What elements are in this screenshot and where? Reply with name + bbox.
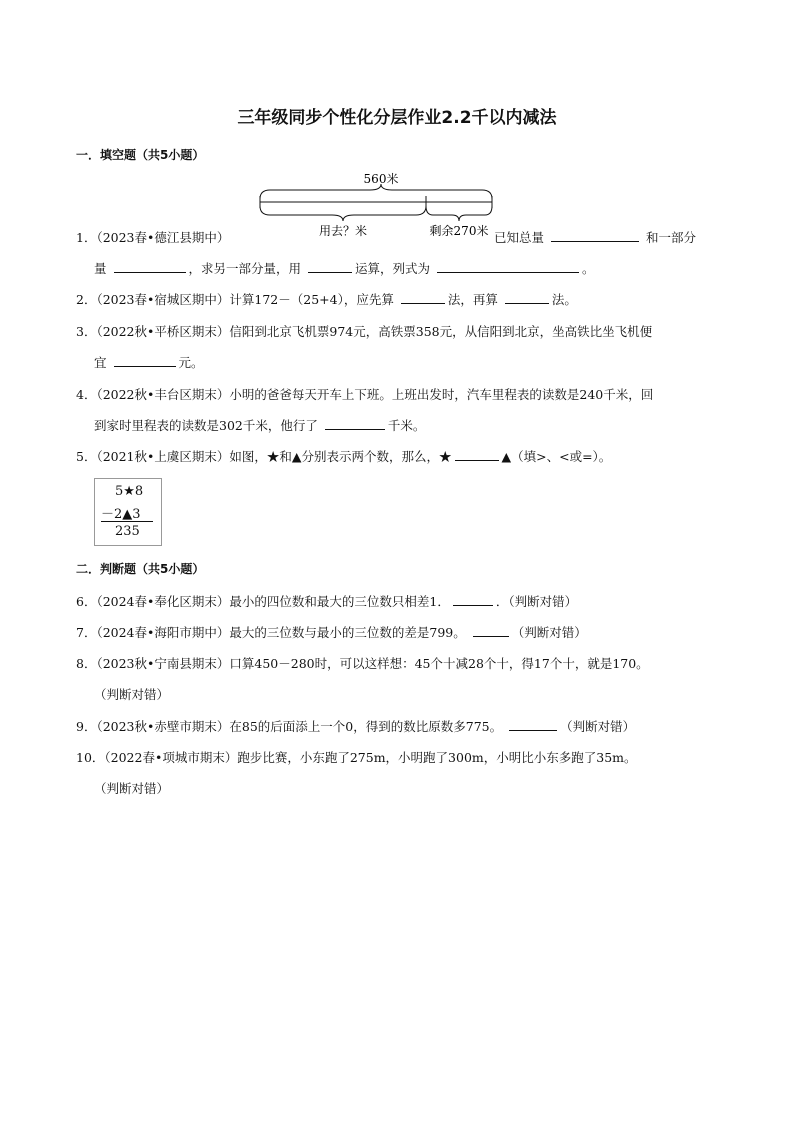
question-4-text: 4．（2022秋•丰台区期末）小明的爸爸每天开车上下班。上班出发时，汽车里程表的读数是240千米，回 <box>76 387 654 402</box>
question-10-text: （判断对错） <box>94 781 170 796</box>
question-10-continued <box>94 779 169 797</box>
question-3-continued <box>94 353 204 371</box>
question-1-continued <box>94 259 595 277</box>
question-3-text: 宜 <box>94 355 107 370</box>
question-1-text: 量 <box>94 261 107 276</box>
calc-row-3: 235 <box>115 524 140 539</box>
question-2-text: 2．（2023春•宿城区期中）计算172－（25+4），应先算 <box>76 292 394 307</box>
question-8-text: （判断对错） <box>94 687 170 702</box>
calc-row-1: 5★8 <box>115 484 144 499</box>
question-7-text: （判断对错） <box>511 625 587 640</box>
question-8-text: 8．（2023秋•宁南县期末）口算450－280时，可以这样想：45个十减28个十，得17个十，就是170。 <box>76 656 649 671</box>
answer-blank[interactable] <box>505 291 549 304</box>
brace-diagram <box>250 168 510 240</box>
question-2 <box>76 290 577 308</box>
question-10 <box>76 748 637 766</box>
section-fill-in-heading: 一．填空题（共5小题） <box>76 148 205 162</box>
question-7-text: 7．（2024春•海阳市期中）最大的三位数与最小的三位数的差是799。 <box>76 625 466 640</box>
question-4 <box>76 385 653 403</box>
question-3-text: 3．（2022秋•平桥区期末）信阳到北京飞机票974元，高铁票358元，从信阳到北京，坐高铁比坐飞机便 <box>76 324 653 339</box>
question-4-continued <box>94 416 425 434</box>
calc-row-2: －2▲3 <box>101 507 141 522</box>
question-4-text: 千米。 <box>387 418 426 433</box>
question-6 <box>76 592 577 610</box>
question-9-text: 9．（2023秋•赤壁市期末）在85的后面添上一个0，得到的数比原数多775。 <box>76 719 503 734</box>
question-9 <box>76 717 635 735</box>
question-5 <box>76 447 611 465</box>
answer-blank[interactable] <box>453 593 493 606</box>
question-9-text: （判断对错） <box>560 719 636 734</box>
question-1 <box>76 228 229 246</box>
answer-blank[interactable] <box>437 260 579 273</box>
question-1-text: ，求另一部分量，用 <box>188 261 302 276</box>
question-1-source: （2023春•德江县期中） <box>96 230 230 245</box>
answer-blank[interactable] <box>473 624 509 637</box>
question-6-text: 6．（2024春•奉化区期末）最小的四位数和最大的三位数只相差1． <box>76 594 450 609</box>
page-title: 三年级同步个性化分层作业2.2千以内减法 <box>237 108 557 128</box>
diagram-used-label: 用去？米 <box>318 224 368 238</box>
question-1-text: 已知总量 <box>494 230 545 245</box>
question-1-text: 运算，列式为 <box>355 261 431 276</box>
question-1-tail <box>494 228 696 246</box>
question-2-text: 法，再算 <box>447 292 498 307</box>
answer-blank[interactable] <box>401 291 445 304</box>
answer-blank[interactable] <box>114 260 186 273</box>
question-8-continued <box>94 685 169 703</box>
section-judgment-heading: 二．判断题（共5小题） <box>76 562 205 576</box>
question-3-text: 元。 <box>178 355 204 370</box>
question-2-text: 法。 <box>551 292 577 307</box>
question-7 <box>76 623 587 641</box>
question-1-number: 1． <box>76 230 97 245</box>
subtraction-figure <box>94 478 162 546</box>
question-10-text: 10．（2022春•项城市期末）跑步比赛，小东跑了275m，小明跑了300m，小明比小东多跑了35m。 <box>76 750 637 765</box>
diagram-left-label: 剩余270米 <box>429 224 489 238</box>
answer-blank[interactable] <box>308 260 352 273</box>
answer-blank[interactable] <box>551 229 639 242</box>
question-5-text: ▲（填>、<或=）。 <box>501 449 612 464</box>
question-3 <box>76 322 652 340</box>
diagram-total-label: 560米 <box>363 172 399 186</box>
answer-blank[interactable] <box>325 417 385 430</box>
question-8 <box>76 654 649 672</box>
question-1-text: 。 <box>582 261 595 276</box>
question-4-text: 到家时里程表的读数是302千米，他行了 <box>94 418 318 433</box>
answer-blank[interactable] <box>455 448 499 461</box>
question-1-text: 和一部分 <box>645 230 696 245</box>
question-6-text: ．（判断对错） <box>495 594 578 609</box>
question-5-text: 5．（2021秋•上虞区期末）如图，★和▲分别表示两个数，那么，★ <box>76 449 452 464</box>
answer-blank[interactable] <box>114 354 176 367</box>
answer-blank[interactable] <box>509 718 557 731</box>
